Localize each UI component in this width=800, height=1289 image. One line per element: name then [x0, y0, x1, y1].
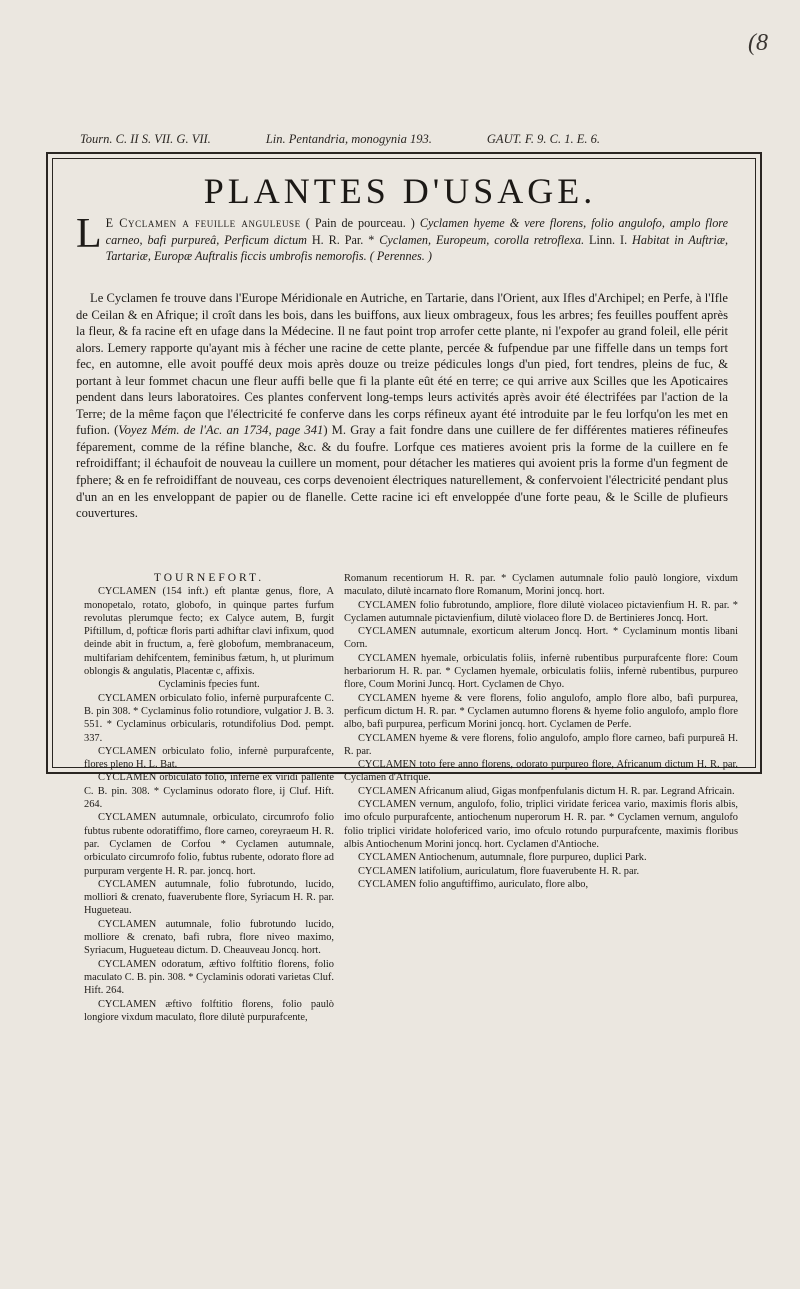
species-entry: CYCLAMEN hyemale, orbiculatis foliis, infernè rubentibus purpurafcente flore: Coum herbariorum H. R. par. * Cyclamen hyemale, orbiculatis foliis, infernè rubentibus, purpureo flore, Coum Morini Juncq. Hort. Cyclamen de Chyo.	[344, 652, 738, 691]
habitat-text: Habitat in Auftriæ, Tartariæ, Europæ Auftralis ficcis umbrofis nemorofis. ( Perennes. )	[105, 232, 728, 264]
species-entry: CYCLAMEN vernum, angulofo, folio, triplici viridate fericea vario, maximis floris albis, imo ofculo purpurafcente, antiochenum nuperorum H. R. par. * Cyclamen vernum, angulofo folio triplici viridate holofericed vario, imo ofculo rotundo purpurafcente, maximis floribus albis Antiochenum Morini joncq. hort. Cyclamen d'Antioche.	[344, 799, 738, 850]
latin-description: Cyclamen hyeme & vere florens, folio angulofo, amplo flore carneo, bafi purpureâ, Perficum dictum	[105, 216, 728, 247]
column-heading: TOURNEFORT.	[153, 572, 265, 584]
genus-description: CYCLAMEN (154 inft.) eft plantæ genus, flore, A monopetalo, rotato, globofo, in quinque partes furfum revolutas plerumque fecto; ex Calyce autem, B, furgit Piftillum, d, pofticæ floris parti adhiftar clavi infixum, quod deinde abit in fructum, a, ferè globofum, membranaceum, multifariam dehifcentem, feminibus fætum, h, ut plurimum oblongis & angulatis, Placentæ c, affixis.	[84, 586, 334, 678]
species-entry: CYCLAMEN hyeme & vere florens, folio angulofo, amplo flore albo, bafi purpurea, perficum dictum H. R. par. * Cyclamen autumno florens & hyeme folio angulofo, amplo flore albo, bafi purpurea, perficum Morini joncq. hort. Cyclamen de Perfe.	[344, 692, 738, 731]
body-text-a: Le Cyclamen fe trouve dans l'Europe Méridionale en Autriche, en Tartarie, dans l'Orient, aux Ifles d'Archipel; en Perfe, à l'Ifle de Ceilan & en Afrique; il croît dans les bois, dans les buiffons, aux lieux ombrageux, fous les arbres; fes feuilles pouffent après la fleur, & fa racine eft en ufage dans la Médecine. Il ne faut point trop arrofer cette plante, ni l'expofer au grand foleil, elle périt alors. Lemery rapporte qu'ayant mis à fécher une racine de cette plante, percée & fufpendue par une fiffelle dans un temps fort fec, en automne, elle avoit pouffé deux mois après douze ou treize pédicules longs d'un pied, fort tendres, pleins de fuc, & portant à leur fommet chacun une fleur auffi belle que fi la plante eût été en terre; ce qui arrive aux Scilles que les Apoticaires pendent dans leurs laboratoires. Ces plantes confervent long-temps leurs activités après avoir été électrifées par l'action de la Terre; de la même façon que l'électricité fe conferve dans les corps réfineux ayant été introduite par le feu lorfqu'on les met en fufion. (	[76, 291, 728, 438]
gaut-ref: GAUT. F. 9. C. 1. E. 6.	[486, 132, 600, 146]
species-entry: CYCLAMEN autumnale, folio fubrotundo, lucido, molliori & crenato, fuaverubente flore, Syriacum H. R. par. Hugueteau.	[84, 878, 334, 917]
memoir-reference: Voyez Mém. de l'Ac. an 1734, page 341	[118, 423, 324, 438]
species-entry: CYCLAMEN latifolium, auriculatum, flore fuaverubente H. R. par.	[358, 865, 640, 877]
species-entry: CYCLAMEN autumnale, folio fubrotundo lucido, molliore & crenato, bafi rubra, flore niveo maximo, Syriacum, Hugueteau dictum. D. Cheauveau Joncq. hort.	[84, 918, 334, 957]
species-entry: CYCLAMEN folio anguftiffimo, auriculato, flore albo,	[358, 878, 589, 890]
linnaeus-ref: Lin. Pentandria, monogynia 193.	[265, 132, 432, 146]
plant-name: E Cyclamen a feuille anguleuse	[105, 216, 301, 230]
species-entry: CYCLAMEN toto fere anno florens, odorato purpureo flore, Africanum dictum H. R. par. Cyclamen d'Afrique.	[344, 759, 738, 784]
species-entry: CYCLAMEN Africanum aliud, Gigas monfpenfulanis dictum H. R. par. Legrand Africain.	[358, 785, 735, 797]
tournefort-ref: Tourn. C. II S. VII. G. VII.	[80, 132, 211, 146]
intro-paragraph	[76, 211, 728, 265]
page-number: (8	[748, 30, 768, 56]
right-column	[344, 572, 738, 891]
species-entry: CYCLAMEN autumnale, orbiculato, circumrofo folio fubtus rubente odoratiffimo, flore carneo, coreyraeum H. R. par. Cyclamen de Corfou * Cyclamen autumnale, orbiculato circumrofo folio, fubtus rubente, odorato flore ad purpuram vergente H. R. par. joncq. hort.	[84, 812, 334, 877]
species-subheading: Cyclaminis fpecies funt.	[158, 679, 260, 691]
page-title: PLANTES D'USAGE.	[203, 171, 597, 211]
species-entry: CYCLAMEN orbiculato folio, infernè ex viridi pallente C. B. pin. 308. * Cyclaminus odorato flore, ij Cluf. Hift. 264.	[84, 772, 334, 811]
species-entry: CYCLAMEN Antiochenum, autumnale, flore purpureo, duplici Park.	[358, 852, 647, 864]
species-entry: Romanum recentiorum H. R. par. * Cyclamen autumnale folio paulò longiore, vixdum maculato, dilutè incarnato flore Romanum, Morini joncq. hort.	[344, 573, 738, 598]
linnaeus-citation: Linn. I.	[584, 232, 633, 247]
species-entry: CYCLAMEN odoratum, æftivo folftitio florens, folio maculato C. B. pin. 308. * Cyclaminis odorati varietas Cluf. Hift. 264.	[84, 958, 334, 997]
species-entry: CYCLAMEN æftivo folftitio florens, folio paulò longiore vixdum maculato, flore dilutè purpurafcente,	[84, 998, 334, 1023]
classification-header	[80, 132, 600, 147]
species-entry: CYCLAMEN hyeme & vere florens, folio angulofo, amplo flore carneo, bafi purpureâ H. R. par.	[344, 732, 738, 757]
common-name: ( Pain de pourceau. )	[300, 216, 420, 230]
species-entry: CYCLAMEN orbiculato folio, infernè purpurafcente, flores pleno H. L. Bat.	[84, 745, 334, 771]
species-entry: CYCLAMEN folio fubrotundo, ampliore, flore dilutè violaceo pictavienfium H. R. par. * Cyclamen autumnale pictavienfium, dilutè violaceo flore D. de Bertinieres Joncq. Hort.	[344, 599, 738, 624]
body-paragraph	[76, 290, 728, 522]
reference: H. R. Par. *	[306, 232, 380, 247]
species-entry: CYCLAMEN orbiculato folio, infernè purpurafcente C. B. pin 308. * Cyclaminus folio rotundiore, vulgatior J. B. 3. 551. * Cyclaminus orbicularis, rotundifolius Dod. pempt. 337.	[84, 692, 334, 744]
species-entry: CYCLAMEN autumnale, exorticum alterum Joncq. Hort. * Cyclaminum montis libani Corn.	[344, 626, 738, 651]
drop-cap: L	[76, 211, 102, 257]
latin-linnaeus: Cyclamen, Europeum, corolla retroflexa.	[379, 232, 585, 247]
left-column	[84, 572, 334, 1024]
body-text-b: ) M. Gray a fait fondre dans une cuillere de fer différentes matieres réfineufes féparement, comme de la réfine blanche, &c. & du foufre. Lorfque ces matieres avoient pris la forme de la cuillere en fe refroidiffant; il échaufoit de nouveau la cuillere un moment, pour détacher les matieres qui avoient pris la forme d'un fegment de fphere; & en fe refroidiffant de nouveau, ces corps devenoient électriques naturellement, & confervoient l'électricité pendant plus d'un an en les enveloppant de papier ou de flanelle. Cette racine ici eft enveloppée d'une forte peau, & le Scille de plufieurs couvertures.	[76, 423, 728, 521]
